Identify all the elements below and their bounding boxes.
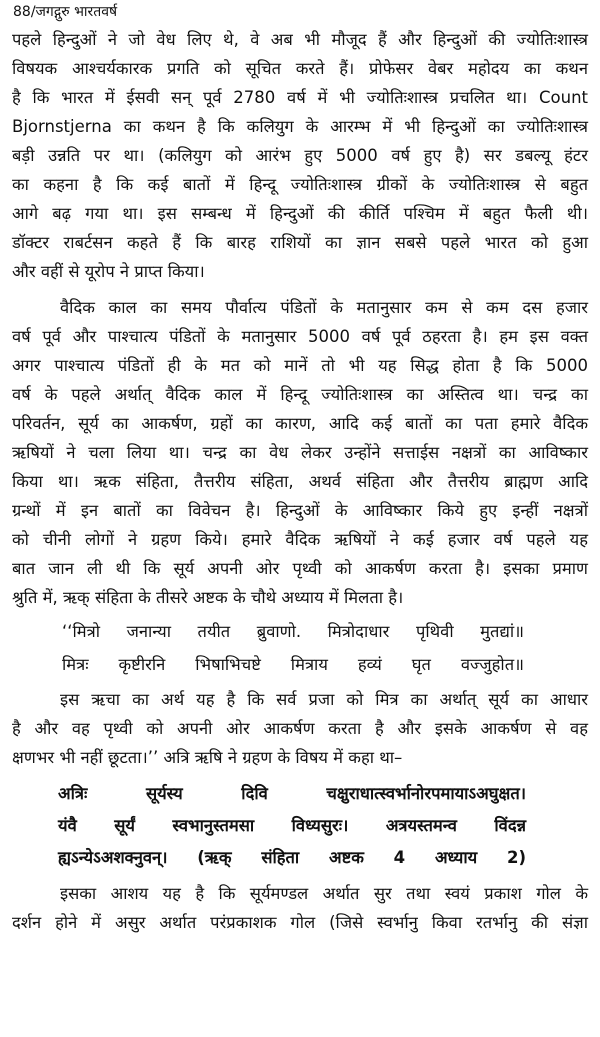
text-line: अगर पाश्चात्य पंडितों ही के मत को मानें तो भी यह सिद्ध होता है कि 5000 (12, 356, 588, 375)
text-line: श्रुति में, ऋक् संहिता के तीसरे अष्टक के चौथे अध्याय में मिलता है। (12, 588, 404, 607)
verse-line: मित्रः कृष्टीरनि भिषाभिचष्टे मित्राय हव्यं घृत वज्जुहोत॥ (62, 655, 524, 674)
text-line: वर्ष पूर्व और पाश्चात्य पंडितों के मतानुसार 5000 वर्ष पूर्व ठहरता है। हम इस वक्त (12, 327, 588, 346)
text-line: बात जान ली थी कि सूर्य अपनी ओर पृथ्वी को आकर्षण करता है। इसका प्रमाण (12, 559, 588, 578)
text-line: परिवर्तन, सूर्य का आकर्षण, ग्रहों का कारण, आदि कई बातों का पता हमारे वैदिक (12, 414, 588, 433)
text-line: ग्रन्थों में इन बातों का विवेचन है। हिन्दुओं के आविष्कार किये हुए इन्हीं नक्षत्रों (12, 501, 588, 520)
text-line: दर्शन होने में असुर अर्थात परंप्रकाशक गोल (जिसे स्वर्भानु किवा रतर्भानु की संज्ञा (12, 913, 588, 932)
text-line: किया था। ऋक संहिता, तैत्तरीय संहिता, अथर्व संहिता और तैत्तरीय ब्राह्मण आदि (12, 472, 588, 491)
text-line: क्षणभर भी नहीं छूटता।’’ अत्रि ऋषि ने ग्रहण के विषय में कहा था– (12, 748, 403, 767)
text-line: और वहीं से यूरोप ने प्राप्त किया। (12, 262, 205, 281)
text-line: डॉक्टर राबर्टसन कहते हैं कि बारह राशियों का ज्ञान सबसे पहले भारत को हुआ (12, 233, 588, 252)
text-line: है और वह पृथ्वी को अपनी ओर आकर्षण करता है और इसके आकर्षण से वह (12, 719, 588, 738)
verse-line: ‘‘मित्रो जनान्या तयीत ब्रुवाणो. मित्रोदाधार पृथिवी मुतद्यां॥ (62, 622, 524, 641)
text-line: विषयक आश्चर्यकारक प्रगति को सूचित करते हैं। प्रोफेसर वेबर महोदय का कथन (12, 59, 588, 78)
verse-line: अत्रिः सूर्यस्य दिवि चक्षुराधात्स्वर्भानोरपमायाऽअघुक्षत। (58, 784, 526, 803)
text-line: को चीनी लोगों ने ग्रहण किये। हमारे वैदिक ऋषियों ने कई हजार वर्ष पहले यह (12, 530, 588, 549)
verse-line: ह्यऽन्येऽअशक्नुवन्। (ऋक् संहिता अष्टक 4 अध्याय 2) (58, 848, 526, 867)
text-line: इस ऋचा का अर्थ यह है कि सर्व प्रजा को मित्र का अर्थात् सूर्य का आधार (60, 690, 588, 709)
text-line: का कहना है कि कई बातों में हिन्दू ज्योतिःशास्त्र ग्रीकों के ज्योतिःशास्त्र से बहुत (12, 175, 588, 194)
text-line: आगे बढ़ गया था। इस सम्बन्ध में हिन्दुओं की कीर्ति पश्चिम में बहुत फैली थी। (12, 204, 588, 223)
running-head: 88/जगद्गुरु भारतवर्ष (13, 4, 118, 20)
text-line: वर्ष के पहले अर्थात् वैदिक काल में हिन्दू ज्योतिःशास्त्र का अस्तित्व था। चन्द्र का (12, 385, 588, 404)
text-line: Bjornstjerna का कथन है कि कलियुग के आरम्भ में भी हिन्दुओं का ज्योतिःशास्त्र (12, 117, 588, 136)
text-line: पहले हिन्दुओं ने जो वेध लिए थे, वे अब भी मौजूद हैं और हिन्दुओं की ज्योतिःशास्त्र (12, 30, 588, 49)
text-line: ऋषियों ने चला लिया था। चन्द्र का वेध लेकर उन्होंने सत्ताईस नक्षत्रों का आविष्कार (12, 443, 588, 462)
text-line: है कि भारत में ईसवी सन् पूर्व 2780 वर्ष में भी ज्योतिःशास्त्र प्रचलित था। Count (12, 88, 588, 107)
verse-line: यंवै सूर्यं स्वभानुस्तमसा विध्यसुरः। अत्रयस्तमन्व विंदन्न (58, 816, 526, 835)
text-line: वैदिक काल का समय पौर्वात्य पंडितों के मतानुसार कम से कम दस हजार (60, 298, 588, 317)
text-line: बड़ी उन्नति पर था। (कलियुग को आरंभ हुए 5000 वर्ष हुए है) सर डबल्यू हंटर (12, 146, 588, 165)
text-line: इसका आशय यह है कि सूर्यमण्डल अर्थात सुर तथा स्वयं प्रकाश गोल के (60, 884, 588, 903)
